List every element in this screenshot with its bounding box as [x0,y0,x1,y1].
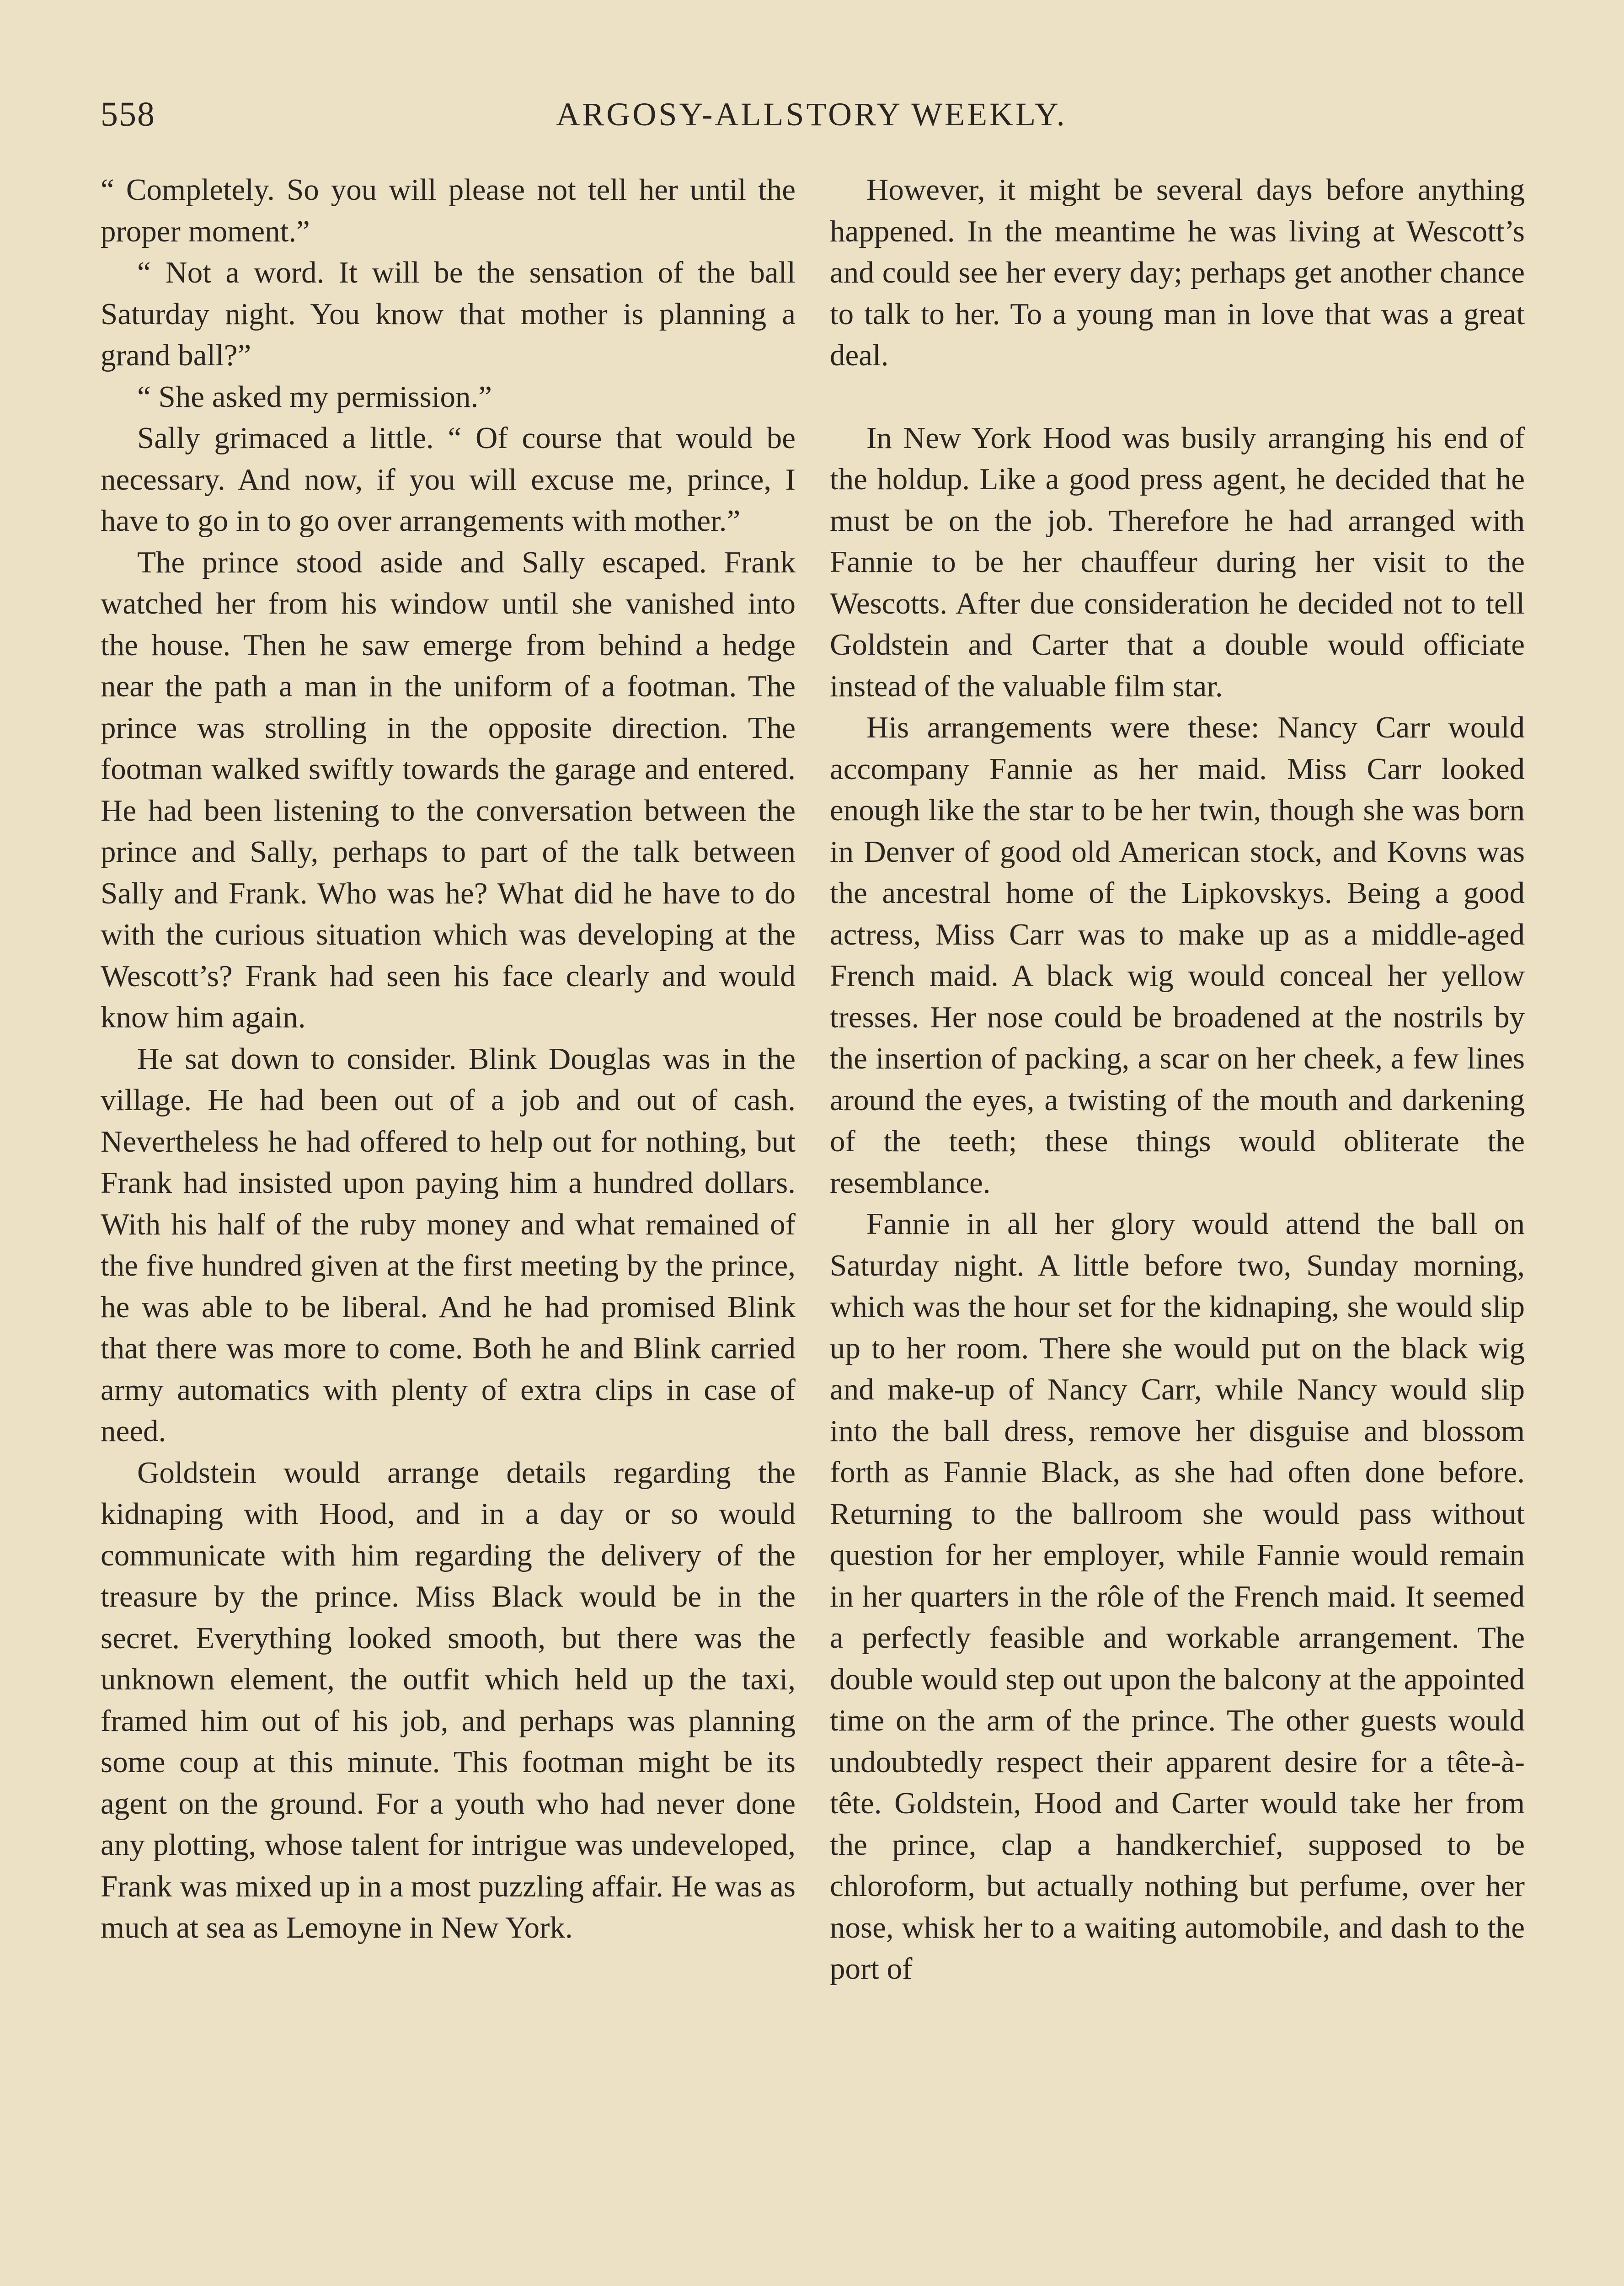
paragraph: He sat down to consider. Blink Douglas was in the village. He had been out of a job and out of cash. Nevertheless he had offered to help out for nothing, but Frank had insisted upon paying him a hundred dollars. With his half of the ruby money and what remained of the five hundred given at the first meeting by the prince, he was able to be liberal. And he had promised Blink that there was more to come. Both he and Blink carried army automatics with plenty of extra clips in case of need. [101,1042,796,1448]
paragraph: In New York Hood was busily arranging his end of the holdup. Like a good press agent, he decided that he must be on the job. Therefore he had arranged with Fannie to be her chauffeur during her visit to the Wescotts. After due consideration he decided not to tell Goldstein and Carter that a double would officiate instead of the valuable film star. [830,421,1525,703]
paragraph: “ Completely. So you will please not tell her until the proper moment.” [101,173,796,248]
paragraph: “ Not a word. It will be the sensation of the ball Saturday night. You know that mother is planning a grand ball?” [101,256,796,372]
running-title: ARGOSY-ALLSTORY WEEKLY. [556,96,1067,133]
paragraph: His arrangements were these: Nancy Carr would accompany Fannie as her maid. Miss Carr looked enough like the star to be her twin, though she was born in Denver of good old American stock, and Kovns was the ancestral home of the Lipkovskys. Being a good actress, Miss Carr was to make up as a middle-aged French maid. A black wig would conceal her yellow tresses. Her nose could be broadened at the nostrils by the insertion of packing, a scar on her cheek, a few lines around the eyes, a twisting of the mouth and darkening of the teeth; these things would obliterate the resemblance. [830,710,1525,1200]
page-number: 558 [101,95,155,134]
right-column [830,169,1525,1990]
paragraph: The prince stood aside and Sally escaped. Frank watched her from his window until she vanished into the house. Then he saw emerge from behind a hedge near the path a man in the uniform of a footman. The prince was strolling in the opposite direction. The footman walked swiftly towards the garage and entered. He had been listening to the conversation between the prince and Sally, perhaps to part of the talk between Sally and Frank. Who was he? What did he have to do with the curious situation which was developing at the Wescott’s? Frank had seen his face clearly and would know him again. [101,545,796,1034]
paragraph: Fannie in all her glory would attend the ball on Saturday night. A little before two, Sunday morning, which was the hour set for the kidnaping, she would slip up to her room. There she would put on the black wig and make-up of Nancy Carr, while Nancy would slip into the ball dress, remove her disguise and blossom forth as Fannie Black, as she had often done before. Returning to the ballroom she would pass without question for her employer, while Fannie would remain in her quarters in the rôle of the French maid. It seemed a perfectly feasible and workable arrangement. The double would step out upon the balcony at the appointed time on the arm of the prince. The other guests would undoubtedly respect their apparent desire for a tête-à-tête. Goldstein, Hood and Carter would take her from the prince, clap a handkerchief, supposed to be chloroform, but actually nothing but perfume, over her nose, whisk her to a waiting automobile, and dash to the port of [830,1207,1525,1986]
page-header [101,89,1522,144]
paragraph: However, it might be several days before anything happened. In the meantime he was living at Wescott’s and could see her every day; perhaps get another chance to talk to her. To a young man in love that was a great deal. [830,173,1525,372]
left-column [101,169,796,1949]
paragraph: “ She asked my permission.” [137,379,492,414]
paragraph: Sally grimaced a little. “ Of course that would be necessary. And now, if you will excuse me, prince, I have to go in to go over arrangements with mother.” [101,421,796,538]
paragraph: Goldstein would arrange details regarding the kidnaping with Hood, and in a day or so would communicate with him regarding the delivery of the treasure by the prince. Miss Black would be in the secret. Everything looked smooth, but there was the unknown element, the outfit which held up the taxi, framed him out of his job, and perhaps was planning some coup at this minute. This footman might be its agent on the ground. For a youth who had never done any plotting, whose talent for intrigue was undeveloped, Frank was mixed up in a most puzzling affair. He was as much at sea as Lemoyne in New York. [101,1455,796,1944]
